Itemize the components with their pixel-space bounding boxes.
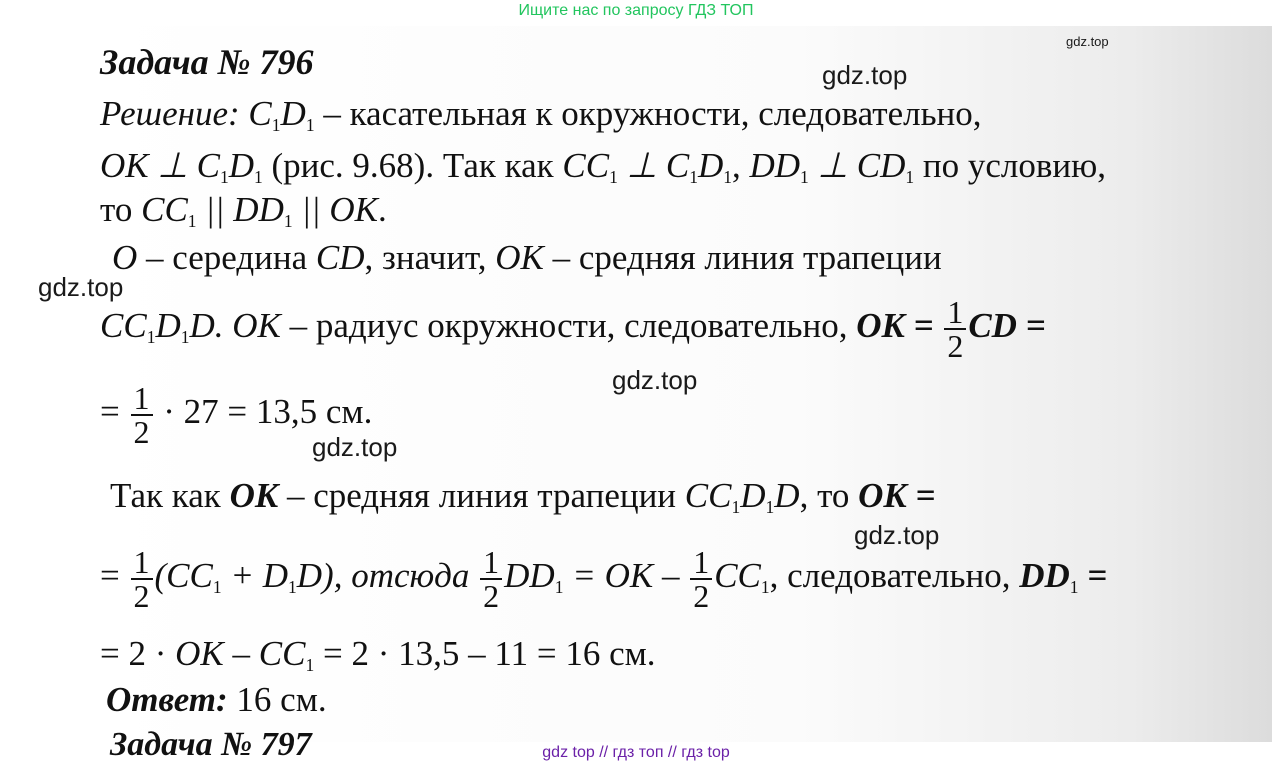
subscript: 1: [254, 167, 263, 188]
subscript: 1: [283, 211, 293, 232]
bottom-links[interactable]: gdz top // гдз топ // гдз top: [542, 744, 730, 761]
math-text: || DD: [196, 190, 284, 229]
fraction-numerator: 1: [690, 546, 712, 580]
text: ,: [731, 146, 750, 185]
math-text: CC: [141, 190, 188, 229]
math-text: (CC: [154, 556, 213, 596]
fraction-denominator: 2: [947, 328, 964, 364]
fraction: [944, 296, 966, 362]
subscript: 1: [187, 211, 197, 232]
math-text: =: [906, 476, 936, 515]
math-text: CD: [315, 238, 365, 277]
math-text: DD: [1019, 556, 1070, 596]
subscript: 1: [760, 577, 770, 598]
solution-line-4: [112, 240, 942, 275]
math-text: C: [248, 94, 272, 133]
text: , значит,: [364, 238, 496, 277]
math-text: =: [1016, 306, 1046, 346]
subscript: 1: [219, 167, 229, 188]
subscript: 1: [800, 167, 809, 188]
text: · 27 = 13,5 см.: [154, 392, 373, 432]
solution-line-2: [100, 148, 1106, 187]
watermark: gdz.top: [854, 520, 940, 550]
fraction-numerator: 1: [131, 546, 153, 580]
text: – средняя линия трапеции: [278, 476, 685, 515]
answer-value: 16 см.: [227, 680, 327, 719]
math-text: DD: [749, 146, 801, 185]
text: – касательная к окружности, следовательно,: [314, 94, 982, 133]
solution-line-1: [100, 96, 982, 135]
math-text: D), отсюда: [296, 556, 479, 596]
math-text: DD: [504, 556, 555, 596]
fraction-denominator: 2: [693, 578, 710, 614]
text: , то: [799, 476, 859, 515]
fraction-denominator: 2: [133, 414, 150, 450]
text: –: [223, 634, 259, 673]
math-text: =: [1078, 556, 1108, 596]
text: – середина: [137, 238, 316, 277]
text: =: [100, 392, 129, 432]
text: = 2 · 13,5 – 11 = 16 см.: [314, 634, 656, 673]
math-text: CC: [258, 634, 306, 673]
text: , следовательно,: [769, 556, 1020, 596]
math-text: ⊥ CD: [808, 146, 906, 185]
math-text: =: [904, 306, 943, 346]
math-text: OK: [495, 238, 544, 277]
text: .: [377, 190, 387, 229]
fraction: [690, 546, 712, 612]
next-problem-title-cut: Задача № 797: [110, 726, 312, 763]
text: по условию,: [914, 146, 1107, 185]
math-text: D: [774, 476, 800, 515]
subscript: 1: [765, 497, 775, 518]
subscript: 1: [609, 167, 618, 188]
fraction-numerator: 1: [944, 296, 966, 330]
text: – радиус окружности, следовательно,: [280, 306, 857, 346]
fraction: [131, 382, 153, 448]
subscript: 1: [905, 167, 915, 188]
solution-line-8: [100, 546, 1107, 612]
text: (рис. 9.68). Так как: [262, 146, 563, 185]
subscript: 1: [288, 577, 297, 598]
math-text: OK: [232, 306, 281, 346]
text: Так как: [110, 476, 230, 515]
subscript: 1: [271, 115, 281, 136]
math-text: CC: [562, 146, 610, 185]
math-text: OK: [856, 306, 905, 346]
subscript: 1: [180, 327, 190, 348]
watermark: gdz.top: [822, 60, 908, 90]
math-text: D: [155, 306, 181, 346]
subscript: 1: [212, 577, 222, 598]
fraction: [480, 546, 502, 612]
math-text: + D: [221, 556, 289, 596]
math-text: = OK –: [563, 556, 689, 596]
fraction: [131, 546, 153, 612]
solution-line-9: [100, 636, 656, 675]
math-text: OK ⊥ C: [100, 146, 220, 185]
math-text: D: [697, 146, 724, 185]
fraction-numerator: 1: [480, 546, 502, 580]
math-text: OK: [858, 476, 907, 515]
math-text: || OK: [292, 190, 378, 229]
subscript: 1: [146, 327, 156, 348]
watermark: gdz.top: [612, 365, 698, 395]
fraction-denominator: 2: [483, 578, 500, 614]
math-text: CC: [714, 556, 761, 596]
math-text: CC: [684, 476, 732, 515]
solution-label: Решение:: [100, 94, 249, 133]
text: то: [100, 190, 142, 229]
watermark: gdz.top: [38, 272, 124, 302]
fraction-numerator: 1: [131, 382, 153, 416]
text: = 2 ·: [100, 634, 176, 673]
text: – средняя линия трапеции: [543, 238, 942, 277]
subscript: 1: [723, 167, 732, 188]
watermark-corner: gdz.top: [1066, 34, 1109, 49]
problem-title: Задача № 796: [100, 42, 314, 82]
math-text: CD: [968, 306, 1017, 346]
top-search-link[interactable]: Ищите нас по запросу ГДЗ ТОП: [518, 2, 754, 19]
answer-line: [106, 682, 327, 717]
subscript: 1: [554, 577, 564, 598]
math-text: D: [740, 476, 766, 515]
solution-line-3: [100, 192, 387, 231]
fraction-denominator: 2: [133, 578, 150, 614]
subscript: 1: [731, 497, 741, 518]
solution-line-7: [110, 478, 935, 517]
math-text: CC: [100, 306, 147, 346]
subscript: 1: [305, 115, 315, 136]
math-text: D: [280, 94, 306, 133]
subscript: 1: [1069, 577, 1079, 598]
watermark: gdz.top: [312, 432, 398, 462]
solution-line-5: [100, 296, 1046, 362]
math-text: D.: [189, 306, 233, 346]
answer-label: Ответ:: [106, 680, 228, 719]
math-text: D: [228, 146, 254, 185]
math-text: O: [112, 238, 138, 277]
math-text: ⊥ C: [617, 146, 690, 185]
text: =: [100, 556, 129, 596]
math-text: OK: [229, 476, 279, 515]
subscript: 1: [305, 655, 315, 676]
subscript: 1: [689, 167, 698, 188]
math-text: OK: [175, 634, 224, 673]
